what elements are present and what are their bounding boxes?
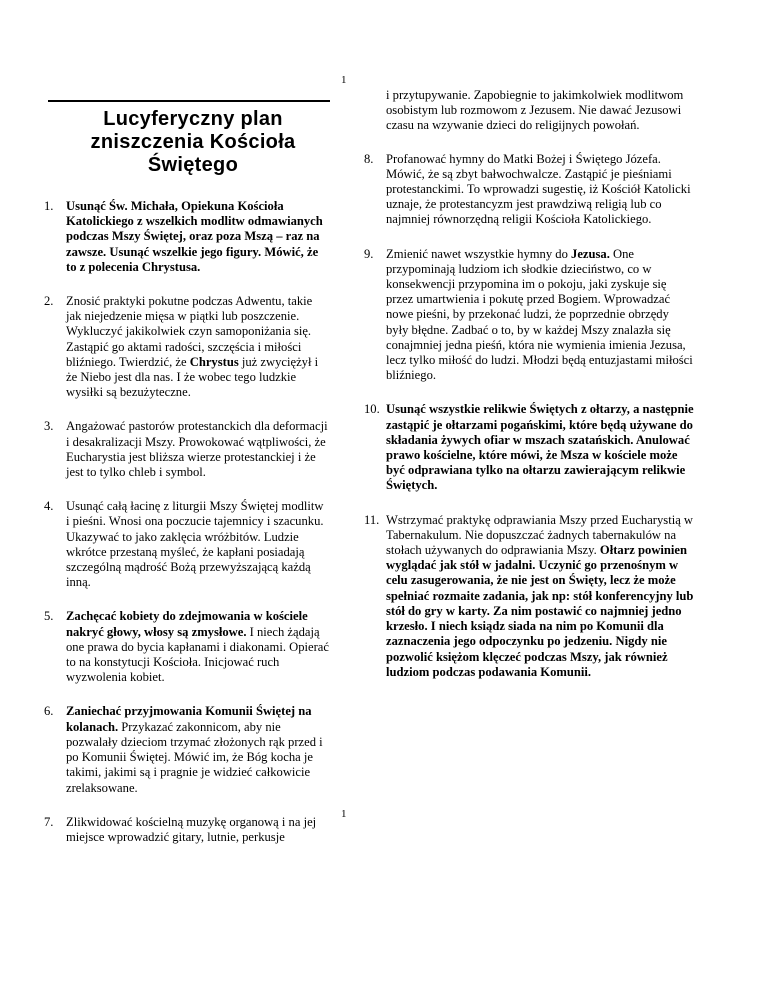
list-item-9 xyxy=(364,247,694,384)
list-item-7 xyxy=(44,815,330,845)
list-item-text xyxy=(66,704,323,794)
list-item-text xyxy=(66,609,329,684)
text: Profanować hymny do Matki Bożej i Świętego Józefa. Mówić, że są zbyt bałwochwalcze. Zastąpić je pieśniami protestanckimi. To wprowadzi sugestię, iż Kościół Katolicki uznaje, że protestancyzm jest prawdziwą religią lub co najmniej równorzędną religii Kościoła Katolickiego. xyxy=(386,151,691,227)
text: Przykazać zakonnicom, aby nie pozwalały dzieciom trzymać złożonych rąk przed i po Komunii Świętej. Mówić im, że Bóg kocha je takimi, jakimi są i pragnie je widzieć całkowicie zrelaksowane. xyxy=(66,719,323,795)
list-item-10 xyxy=(364,402,694,493)
list-number: 5. xyxy=(44,609,54,624)
list-item-text xyxy=(66,419,328,479)
text: Zlikwidować kościelną muzykę organową i na jej miejsce wprowadzić gitary, lutnie, perkusje xyxy=(66,814,317,844)
text: już zwyciężył i że Niebo jest dla nas. I że wobec tego ludzkie wysiłki są bezużyteczne. xyxy=(66,354,319,400)
list-number: 3. xyxy=(44,419,54,434)
list-item-5 xyxy=(44,609,330,685)
list-item-text xyxy=(66,815,316,844)
right-column xyxy=(364,88,694,680)
list-item-11 xyxy=(364,513,694,680)
list-item-text xyxy=(66,499,324,589)
list-number: 1. xyxy=(44,199,54,213)
list-number: 4. xyxy=(44,499,54,514)
list-item-text xyxy=(386,152,691,227)
text: Wstrzymać praktykę odprawiania Mszy przed Eucharystią w Tabernakulum. Nie dopuszczać żadnych tabernakulów na stołach używanych do odprawiania Mszy. xyxy=(386,512,694,558)
list-number: 9. xyxy=(364,246,374,261)
list-item-text xyxy=(386,247,693,383)
list-item-6 xyxy=(44,704,330,795)
bold-text: Ołtarz powinien wyglądać jak stół w jadalni. Uczynić go przenośnym w celu zasugerowania, że nie jest on Święty, lecz że może spełniać rozmaite zadania, jak np: stół konferencyjny lub stół do gry w karty. Za nim postawić co najmniej jedno krzesło. I niech ksiądz siada na nim po Komunii dla zaznaczenia jego odpoczynku po jedzeniu. Nigdy nie pozwolić księżom klęczeć podczas Mszy, jak również ludziom podczas podawania Komunii. xyxy=(386,543,694,679)
title-rule xyxy=(48,100,330,102)
continuation-text-body: i przytupywanie. Zapobiegnie to jakimkolwiek modlitwom osobistym lub rozmowom z Jezusem. Nie dawać Jezusowi czasu na wzywanie dzieci do religijnych powołań. xyxy=(386,88,684,133)
list-item-text xyxy=(66,294,318,399)
text: One przypominają ludziom ich słodkie dzieciństwo, co w konsekwencji przypomina im o pokoju, jaki zyskuje się przez umartwienia i pokutę przed Bogiem. Wprowadzać nowe pieśni, by przekonać ludzi, że poprzednie obrzędy były błędne. Zadbać o to, by w każdej Mszy znalazła się conajmniej jedna pieśń, która nie wymienia imienia Jezusa, lecz tylko miłość do ludzi. Młodzi będą entuzjastami miłości bliźniego. xyxy=(386,246,693,383)
text: Zmienić nawet wszystkie hymny do xyxy=(386,246,572,261)
page-number-bottom: 1 xyxy=(341,808,347,820)
list-item-3 xyxy=(44,419,330,480)
continuation-text xyxy=(364,88,694,134)
list-item-8 xyxy=(364,152,694,228)
bold-text: Usunąć wszystkie relikwie Świętych z ołtarzy, a następnie zastąpić je ołtarzami pogańskimi, które będą używane do składania żywych ofiar w mszach szatańskich. Anulować prawo kościelne, które mówi, że Msza w kościele może być odprawiana tylko na ołtarzu zawierającym relikwie Świętych. xyxy=(386,402,694,493)
bold-text: Zaniechać przyjmowania Komunii Świętej na kolanach. xyxy=(66,704,312,734)
list-number: 6. xyxy=(44,704,54,719)
title-line: Lucyferyczny plan xyxy=(103,108,283,130)
text: Znosić praktyki pokutne podczas Adwentu, takie jak niejedzenie mięsa w piątki lub poszczenie. Wykluczyć jakikolwiek czyn samoponiżania się. Zastąpić go aktami radości, szczęścia i miłości bliźniego. Twierdzić, że xyxy=(66,294,313,369)
list-item-text xyxy=(386,402,694,492)
list-number: 2. xyxy=(44,294,54,309)
list-number: 8. xyxy=(364,151,374,166)
list-item-2 xyxy=(44,294,330,400)
text: Angażować pastorów protestanckich dla deformacji i desakralizacji Mszy. Prowokować wątpliwości, że Eucharystia jest bliższa wierze protestanckiej i że jest to tylko chleb i symbol. xyxy=(66,419,328,480)
bold-text: Chrystus xyxy=(189,354,239,369)
list-number: 7. xyxy=(44,814,54,829)
bold-text: Zachęcać kobiety do zdejmowania w kościele nakryć głowy, włosy są zmysłowe. xyxy=(66,609,308,639)
bold-text: Jezusa. xyxy=(571,246,610,261)
list-item-text xyxy=(66,199,323,274)
text: I niech żądają one prawa do bycia kapłanami i diakonami. Opierać to na konstytucji Kościoła. Inicjować ruch wyzwolenia kobiet. xyxy=(66,624,329,685)
title-line: Świętego xyxy=(147,154,239,176)
list-item-4 xyxy=(44,499,330,590)
list-item-1 xyxy=(44,199,330,275)
bold-text: Usunąć Św. Michała, Opiekuna Kościoła Katolickiego z wszelkich modlitw odmawianych podczas Mszy Świętej, oraz poza Mszą – raz na zawsze. Usunąć wszelkie jego figury. Mówić, że to z polecenia Chrystusa. xyxy=(66,199,323,274)
list-number: 11. xyxy=(364,512,380,527)
list-number: 10. xyxy=(364,402,380,417)
left-column xyxy=(44,100,330,845)
document-title xyxy=(44,108,330,177)
text: Usunąć całą łacinę z liturgii Mszy Świętej modlitw i pieśni. Wnosi ona poczucie tajemnicy i szacunku. Ukazywać to jako zaklęcia wróżbitów. Ludzie wkrótce przestaną myśleć, że kapłani posiadają szczególną mądrość Bożą przewyższającą każdą inną. xyxy=(66,499,324,590)
title-line: zniszczenia Kościoła xyxy=(90,131,296,153)
list-item-text xyxy=(386,513,693,679)
page-number-top: 1 xyxy=(341,74,347,86)
